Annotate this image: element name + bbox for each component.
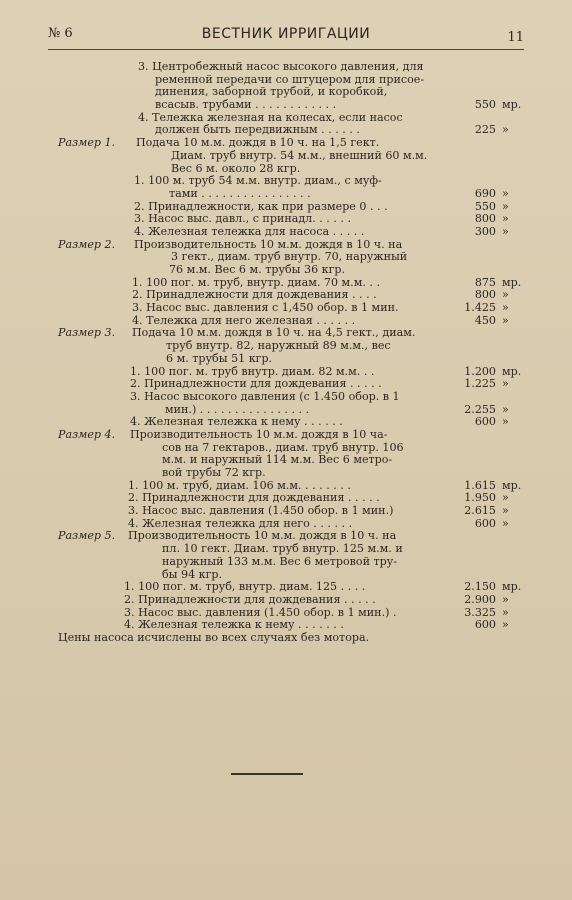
price-value: 800 (474, 212, 496, 226)
line-text: Производительность 10 м.м. дождя в 10 ч. на (128, 529, 397, 543)
text-line (58, 150, 524, 163)
line-text: 4. Тележка железная на колесах, если насос (138, 110, 403, 124)
line-text: Производительность 10 м.м. дождя в 10 ч. на (134, 237, 403, 251)
line-text: 1. 100 пог. м. труб внутр. диам. 82 м.м. . . (130, 364, 375, 378)
size-label: Размер 5. (58, 529, 116, 543)
price-value: 600 (474, 415, 496, 429)
line-text: 1. 100 пог. м. труб, внутр. диам. 125 . . . . (124, 580, 366, 594)
line-text: должен быть передвижным . . . . . . (155, 123, 360, 137)
price-line (58, 188, 524, 201)
price-line (58, 594, 524, 607)
price-line (58, 505, 524, 518)
line-text: 6 м. трубы 51 кгр. (166, 351, 273, 365)
price-value: 600 (474, 516, 496, 530)
line-text: Вес 6 м. около 28 кгр. (171, 161, 301, 175)
price-unit: » (502, 504, 509, 518)
line-text: 4. Железная тележка к нему . . . . . . . (124, 618, 344, 632)
price-unit: мр. (502, 580, 522, 594)
line-text: м.м. и наружный 114 м.м. Вес 6 метро- (162, 453, 393, 467)
size-label: Размер 1. (58, 136, 116, 150)
text-line (58, 556, 524, 569)
text-line (58, 543, 524, 556)
footer-rule (231, 773, 303, 775)
line-text: ременной передачи со штуцером для присое- (155, 72, 425, 86)
price-line (58, 302, 524, 315)
size-label: Размер 3. (58, 326, 116, 340)
price-value: 3.325 (464, 605, 496, 619)
price-unit: » (502, 123, 509, 137)
line-text: Диам. труб внутр. 54 м.м., внешний 60 м.м. (171, 148, 428, 162)
price-line (58, 581, 524, 594)
line-text: 2. Принадлежности для дождевания . . . . . (124, 592, 376, 606)
text-line (58, 467, 524, 480)
page-header (48, 24, 524, 50)
line-text: 3. Насос выс. давления с 1,450 обор. в 1 мин. (132, 301, 399, 315)
line-text: Подача 10 м.м. дождя в 10 ч. на 1,5 гект. (136, 136, 380, 150)
line-text: Цены насоса исчислены во всех случаях без мотора. (58, 630, 370, 644)
line-text: 2. Принадлежности для дождевания . . . . . (130, 377, 382, 391)
line-text: 4. Железная тележка к нему . . . . . . (130, 415, 343, 429)
header-rule (48, 49, 524, 50)
price-value: 800 (474, 288, 496, 302)
price-unit: » (502, 301, 509, 315)
price-value: 1.425 (464, 301, 496, 315)
price-value: 2.255 (464, 402, 496, 416)
size-heading-line (58, 137, 524, 150)
text-line (58, 454, 524, 467)
price-value: 300 (474, 224, 496, 238)
price-value: 1.225 (464, 377, 496, 391)
price-unit: » (502, 516, 509, 530)
line-text: 1. 100 пог. м. труб, внутр. диам. 70 м.м. . . (132, 275, 380, 289)
line-text: 2. Принадлежности, как при размере 0 . . . (134, 199, 388, 213)
price-unit: » (502, 212, 509, 226)
price-unit: » (502, 415, 509, 429)
price-value: 2.150 (464, 580, 496, 594)
line-text: Производительность 10 м.м. дождя в 10 ча- (130, 427, 388, 441)
price-value: 600 (474, 618, 496, 632)
line-text: 3. Насос выс. давл., с принадл. . . . . . (134, 212, 351, 226)
line-text: 4. Тележка для него железная . . . . . . (132, 313, 356, 327)
line-text: 1. 100 м. труб 54 м.м. внутр. диам., с муф- (134, 174, 382, 188)
line-text: сов на 7 гектаров., диам. труб внутр. 106 (162, 440, 404, 454)
size-label: Размер 2. (58, 237, 116, 251)
price-line (58, 378, 524, 391)
text-line (58, 340, 524, 353)
line-text: 2. Принадлежности для дождевания . . . . . (128, 491, 380, 505)
price-unit: » (502, 618, 509, 632)
price-value: 1.950 (464, 491, 496, 505)
price-unit: мр. (502, 364, 522, 378)
price-value: 225 (474, 123, 496, 137)
price-line (58, 99, 524, 112)
text-line (58, 353, 524, 366)
line-text: 4. Железная тележка для него . . . . . . (128, 516, 353, 530)
price-value: 550 (474, 199, 496, 213)
price-unit: » (502, 186, 509, 200)
price-unit: мр. (502, 98, 522, 112)
line-text: всасыв. трубами . . . . . . . . . . . . (155, 98, 337, 112)
issue-number: № 6 (48, 26, 73, 41)
line-text: тами . . . . . . . . . . . . . . . . (169, 186, 311, 200)
price-value: 550 (474, 98, 496, 112)
price-unit: » (502, 313, 509, 327)
line-text: пл. 10 гект. Диам. труб внутр. 125 м.м. и (162, 542, 403, 556)
line-text: вой трубы 72 кгр. (162, 466, 266, 479)
price-unit: » (502, 491, 509, 505)
line-text: Подача 10 м.м. дождя в 10 ч. на 4,5 гект., диам. (132, 326, 416, 340)
price-value: 1.615 (464, 478, 496, 492)
line-text: динения, заборной трубой, и коробкой, (155, 85, 388, 99)
price-value: 1.200 (464, 364, 496, 378)
size-label: Размер 4. (58, 427, 116, 441)
text-line (58, 632, 524, 645)
price-line (58, 226, 524, 239)
line-text: 3. Насос высокого давления (с 1.450 обор. в 1 (130, 389, 400, 403)
page-number: 11 (507, 30, 524, 45)
price-unit: » (502, 592, 509, 606)
document-body (58, 61, 524, 645)
line-text: 1. 100 м. труб, диам. 106 м.м. . . . . . . . (128, 478, 351, 492)
size-heading-line (58, 429, 524, 442)
line-text: 76 м.м. Вес 6 м. трубы 36 кгр. (169, 263, 346, 276)
line-text: бы 94 кгр. (162, 567, 223, 581)
text-line (58, 175, 524, 188)
price-unit: » (502, 605, 509, 619)
line-text: 3 гект., диам. труб внутр. 70, наружный (171, 250, 408, 264)
price-unit: мр. (502, 478, 522, 492)
line-text: 3. Центробежный насос высокого давления, для (138, 60, 424, 73)
line-text: 3. Насос выс. давления (1.450 обор. в 1 мин.) (128, 504, 394, 518)
journal-title: ВЕСТНИК ИРРИГАЦИИ (201, 26, 371, 42)
price-value: 2.900 (464, 592, 496, 606)
price-unit: » (502, 402, 509, 416)
line-text: 4. Железная тележка для насоса . . . . . (134, 224, 365, 238)
price-unit: » (502, 288, 509, 302)
text-line (58, 264, 524, 277)
line-text: наружный 133 м.м. Вес 6 метровой тру- (162, 554, 398, 568)
line-text: труб внутр. 82, наружный 89 м.м., вес (166, 339, 391, 353)
price-unit: » (502, 199, 509, 213)
price-unit: мр. (502, 275, 522, 289)
line-text: 3. Насос выс. давления (1.450 обор. в 1 мин.) . (124, 605, 397, 619)
text-line (58, 61, 524, 74)
price-unit: » (502, 377, 509, 391)
price-value: 450 (474, 313, 496, 327)
text-line (58, 391, 524, 404)
price-value: 690 (474, 186, 496, 200)
price-unit: » (502, 224, 509, 238)
line-text: 2. Принадлежности для дождевания . . . . (132, 288, 377, 302)
price-value: 2.615 (464, 504, 496, 518)
line-text: мин.) . . . . . . . . . . . . . . . . (165, 402, 310, 416)
price-value: 875 (474, 275, 496, 289)
